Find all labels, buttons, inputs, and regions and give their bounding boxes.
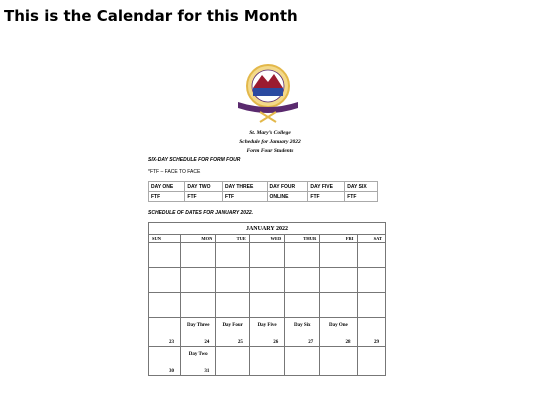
calendar-cell	[181, 318, 216, 347]
weekday-wed: WED	[249, 235, 284, 243]
weekday-sat: SAT	[357, 235, 385, 243]
calendar-cell	[181, 243, 216, 268]
calendar-cell	[249, 293, 284, 318]
schedule-mode-5: FTF	[308, 192, 345, 202]
schedule-mode-3: FTF	[222, 192, 267, 202]
calendar-cell	[357, 318, 385, 347]
calendar-cell	[285, 318, 320, 347]
schedule-day-2: DAY TWO	[185, 182, 223, 192]
six-day-schedule-table	[148, 181, 378, 202]
cycle-day-label: Day Five	[257, 323, 277, 328]
page-heading: This is the Calendar for this Month	[4, 7, 298, 25]
schedule-mode-2: FTF	[185, 192, 223, 202]
calendar-cell	[216, 268, 249, 293]
calendar-cell	[216, 293, 249, 318]
audience-line: Form Four Students	[246, 148, 294, 154]
date-number: 30	[169, 369, 174, 374]
date-number: 27	[308, 340, 314, 345]
schedule-mode-1: FTF	[149, 192, 185, 202]
calendar-cell	[320, 347, 357, 376]
calendar-week-3	[149, 293, 386, 318]
ftf-note: *FTF – FACE TO FACE	[148, 169, 201, 175]
schedule-day-3: DAY THREE	[222, 182, 267, 192]
cycle-day-label: Day Three	[186, 323, 210, 328]
dates-label: SCHEDULE OF DATES FOR JANUARY 2022.	[148, 210, 254, 216]
calendar-cell	[149, 243, 181, 268]
calendar-cell	[149, 293, 181, 318]
weekday-mon: MON	[181, 235, 216, 243]
calendar-cell	[285, 268, 320, 293]
calendar-cell	[320, 318, 357, 347]
schedule-day-1: DAY ONE	[149, 182, 185, 192]
date-number: 24	[204, 340, 210, 345]
schedule-day-4: DAY FOUR	[267, 182, 308, 192]
calendar-week-4	[149, 318, 386, 347]
cycle-day-label: Day Four	[222, 323, 243, 328]
calendar-cell	[249, 243, 284, 268]
calendar-week-5	[149, 347, 386, 376]
weekday-tue: TUE	[216, 235, 249, 243]
date-number: 25	[237, 340, 243, 345]
date-number: 26	[273, 340, 279, 345]
calendar-cell	[181, 347, 216, 376]
calendar-week-2	[149, 268, 386, 293]
calendar-cell	[357, 243, 385, 268]
calendar-cell	[357, 268, 385, 293]
calendar-cell	[249, 318, 284, 347]
date-number: 31	[204, 369, 210, 374]
crest-water	[253, 88, 283, 96]
schedule-day-5: DAY FIVE	[308, 182, 345, 192]
calendar-cell	[285, 293, 320, 318]
calendar-cell	[181, 293, 216, 318]
calendar-cell	[357, 293, 385, 318]
calendar-cell	[149, 268, 181, 293]
schedule-days-row	[149, 182, 378, 192]
date-number: 28	[345, 340, 351, 345]
calendar-cell	[216, 347, 249, 376]
calendar-cell	[285, 347, 320, 376]
weekday-thur: THUR	[285, 235, 320, 243]
calendar-cell	[320, 268, 357, 293]
schedule-mode-4: ONLINE	[267, 192, 308, 202]
cycle-day-label: Day One	[329, 323, 348, 328]
calendar-cell	[149, 347, 181, 376]
calendar-week-1	[149, 243, 386, 268]
calendar-cell	[320, 243, 357, 268]
schedule-mode-6: FTF	[345, 192, 378, 202]
calendar-cell	[149, 318, 181, 347]
schedule-modes-row	[149, 192, 378, 202]
weekday-header-row	[149, 235, 386, 243]
schedule-title: Schedule for January 2022	[239, 139, 301, 145]
weekday-fri: FRI	[320, 235, 357, 243]
calendar-cell	[216, 318, 249, 347]
school-crest-logo	[232, 62, 304, 124]
school-name: St. Mary’s College	[249, 130, 291, 136]
calendar-cell	[216, 243, 249, 268]
calendar-cell	[357, 347, 385, 376]
schedule-day-6: DAY SIX	[345, 182, 378, 192]
calendar-table	[148, 222, 386, 376]
date-number: 23	[169, 340, 174, 345]
calendar-cell	[181, 268, 216, 293]
weekday-sun: SUN	[149, 235, 181, 243]
calendar-cell	[249, 347, 284, 376]
date-number: 29	[374, 340, 379, 345]
cycle-day-label: Day Six	[293, 323, 311, 328]
six-day-label: SIX-DAY SCHEDULE FOR FORM FOUR	[148, 157, 241, 163]
calendar-cell	[320, 293, 357, 318]
cycle-day-label: Day Two	[188, 352, 208, 357]
calendar-month-title: JANUARY 2022	[149, 223, 386, 235]
calendar-cell	[285, 243, 320, 268]
calendar-cell	[249, 268, 284, 293]
